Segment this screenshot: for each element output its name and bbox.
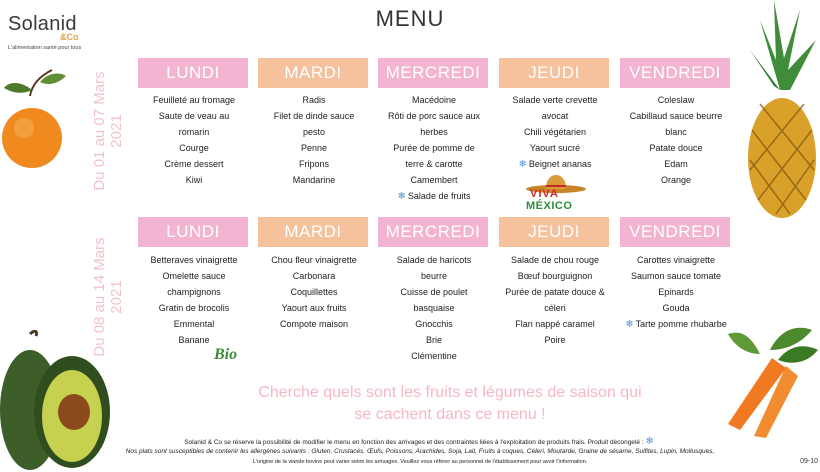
- menu-item-label: Salade de fruits: [407, 191, 471, 201]
- menu-item: Coquillettes: [290, 287, 338, 297]
- menu-item: Chou fleur vinaigrette: [271, 255, 357, 265]
- week-2-mardi-items: [258, 252, 370, 332]
- week-1-header-mardi: MARDI: [258, 58, 368, 88]
- menu-item: Omelette sauce: [162, 271, 226, 281]
- menu-item: Salade de haricots: [396, 255, 472, 265]
- seasonal-message: [170, 382, 730, 426]
- menu-item: beurre: [420, 271, 447, 281]
- menu-item: Banane: [178, 335, 210, 345]
- brand-tagline: L'alimentation santé pour tous: [8, 45, 82, 51]
- viva-mexico-badge: [524, 174, 588, 214]
- seasonal-line-1: Cherche quels sont les fruits et légumes de saison qui: [258, 384, 642, 401]
- week-1-header-vendredi: VENDREDI: [620, 58, 730, 88]
- menu-item: Coleslaw: [657, 95, 695, 105]
- menu-item: Gratin de brocolis: [158, 303, 230, 313]
- week-1-jeudi-items: [499, 92, 611, 173]
- menu-item: Poire: [544, 335, 566, 345]
- menu-item: Epinards: [658, 287, 694, 297]
- snowflake-icon: ❄: [397, 191, 406, 202]
- footer-origin: L'origine de la viande bovine peut varier selon les arrivages. Veuillez vous référer au personnel de l'établissement pour avoir l'information.: [252, 459, 588, 465]
- menu-item: Saumon sauce tomate: [630, 271, 722, 281]
- menu-item-frozen: [378, 188, 490, 205]
- menu-item: Penne: [300, 143, 328, 153]
- bio-badge: Bio: [214, 346, 238, 363]
- menu-item: Rôti de porc sauce aux: [387, 111, 481, 121]
- menu-item: Feuilleté au fromage: [152, 95, 236, 105]
- menu-item: Carottes vinaigrette: [636, 255, 716, 265]
- document-code: 09-10: [800, 458, 818, 465]
- week-1-year: [108, 56, 130, 206]
- menu-item: Gnocchis: [415, 319, 453, 329]
- mexico-text: MÉXICO: [526, 200, 573, 212]
- menu-item: Betteraves vinaigrette: [150, 255, 238, 265]
- menu-item: Salade de chou rouge: [510, 255, 600, 265]
- week-2-header-lundi: LUNDI: [138, 217, 248, 247]
- orange-illustration: [0, 66, 70, 176]
- snowflake-icon: ❄: [625, 319, 634, 330]
- menu-item: Cuisse de poulet: [400, 287, 468, 297]
- menu-item: champignons: [167, 287, 221, 297]
- menu-item: Courge: [179, 143, 209, 153]
- menu-item: terre & carotte: [405, 159, 463, 169]
- seasonal-line-2: se cachent dans ce menu !: [354, 406, 546, 423]
- footer-disclaimer: [40, 436, 800, 447]
- menu-item-label: Beignet ananas: [528, 159, 592, 169]
- menu-item: Patate douce: [649, 143, 703, 153]
- menu-item: Gouda: [662, 303, 690, 313]
- menu-item: blanc: [665, 127, 687, 137]
- menu-item: Yaourt sucré: [529, 143, 581, 153]
- snowflake-icon: ❄: [518, 159, 527, 170]
- week-1-header-lundi: LUNDI: [138, 58, 248, 88]
- menu-item: herbes: [420, 127, 448, 137]
- week-2-mercredi-items: [378, 252, 490, 364]
- menu-item: Brie: [425, 335, 442, 345]
- carrot-illustration: [720, 320, 820, 440]
- menu-item: Clémentine: [411, 351, 457, 361]
- menu-item: avocat: [541, 111, 569, 121]
- brand-name: Solanid: [8, 13, 77, 35]
- week-1-year-text: 2021: [108, 114, 125, 148]
- menu-item: Emmental: [173, 319, 215, 329]
- menu-item-frozen: [499, 156, 611, 173]
- menu-item: pesto: [302, 127, 326, 137]
- footer-allergens: Nos plats sont susceptibles de contenir les allergènes suivants : Gluten, Crustacés, Œufs, Poissons, Arachides, Soja, Lait, Fruits à coques, Céleri, Moutarde, Graine de sésame, Sulfites, Lupin, Mollusques,: [125, 448, 715, 455]
- menu-item: Cabillaud sauce beurre: [629, 111, 723, 121]
- week-1-vendredi-items: [620, 92, 732, 188]
- week-1-header-jeudi: JEUDI: [499, 58, 609, 88]
- week-2-year-text: 2021: [108, 280, 125, 314]
- week-2-header-vendredi: VENDREDI: [620, 217, 730, 247]
- snowflake-icon: ❄: [645, 436, 654, 447]
- week-2-header-jeudi: JEUDI: [499, 217, 609, 247]
- brand-co: &Co: [60, 32, 79, 42]
- week-2-dates: Du 08 au 14 Mars: [91, 237, 108, 357]
- week-2-header-mercredi: MERCREDI: [378, 217, 488, 247]
- week-2-year: [108, 222, 130, 372]
- menu-item: Chili végétarien: [523, 127, 587, 137]
- week-2-vendredi-items: [620, 252, 732, 333]
- menu-item: Filet de dinde sauce: [273, 111, 355, 121]
- menu-item: Purée de patate douce &: [505, 287, 605, 297]
- menu-item: Camembert: [410, 175, 458, 185]
- menu-item-label: Tarte pomme rhubarbe: [635, 319, 727, 329]
- week-1-mercredi-items: [378, 92, 490, 205]
- menu-item-frozen: [620, 316, 732, 333]
- menu-item: Fripons: [298, 159, 329, 169]
- week-1-header-mercredi: MERCREDI: [378, 58, 488, 88]
- menu-item: Edam: [664, 159, 688, 169]
- menu-item: Macédoine: [411, 95, 457, 105]
- menu-item: Orange: [660, 175, 692, 185]
- menu-item: Radis: [302, 95, 326, 105]
- week-1-mardi-items: [258, 92, 370, 188]
- week-1-dates: Du 01 au 07 Mars: [91, 71, 108, 191]
- week-2-header-mardi: MARDI: [258, 217, 368, 247]
- menu-item: romarin: [178, 127, 210, 137]
- menu-item: Crème dessert: [164, 159, 224, 169]
- footer-line-1: Solanid & Co se réserve la possibilité de modifier le menu en fonction des arrivages et des contraintes liées à l'exploitation de produits frais. Produit décongelé :: [184, 439, 644, 446]
- pineapple-illustration: [740, 0, 820, 220]
- menu-item: Purée de pomme de: [393, 143, 475, 153]
- menu-item: Mandarine: [292, 175, 336, 185]
- menu-item: Flan nappé caramel: [515, 319, 595, 329]
- menu-item: basquaise: [413, 303, 455, 313]
- menu-item: Saute de veau au: [158, 111, 230, 121]
- viva-text: VIVA: [530, 188, 559, 200]
- menu-item: Bœuf bourguignon: [517, 271, 593, 281]
- menu-item: Salade verte crevette: [512, 95, 598, 105]
- menu-item: céleri: [544, 303, 566, 313]
- menu-item: Carbonara: [292, 271, 336, 281]
- menu-item: Compote maison: [279, 319, 349, 329]
- menu-item: Yaourt aux fruits: [281, 303, 347, 313]
- page-title: MENU: [375, 6, 445, 31]
- week-2-jeudi-items: [499, 252, 611, 348]
- week-1-lundi-items: [138, 92, 250, 188]
- week-2-lundi-items: [138, 252, 250, 348]
- menu-item: Kiwi: [185, 175, 203, 185]
